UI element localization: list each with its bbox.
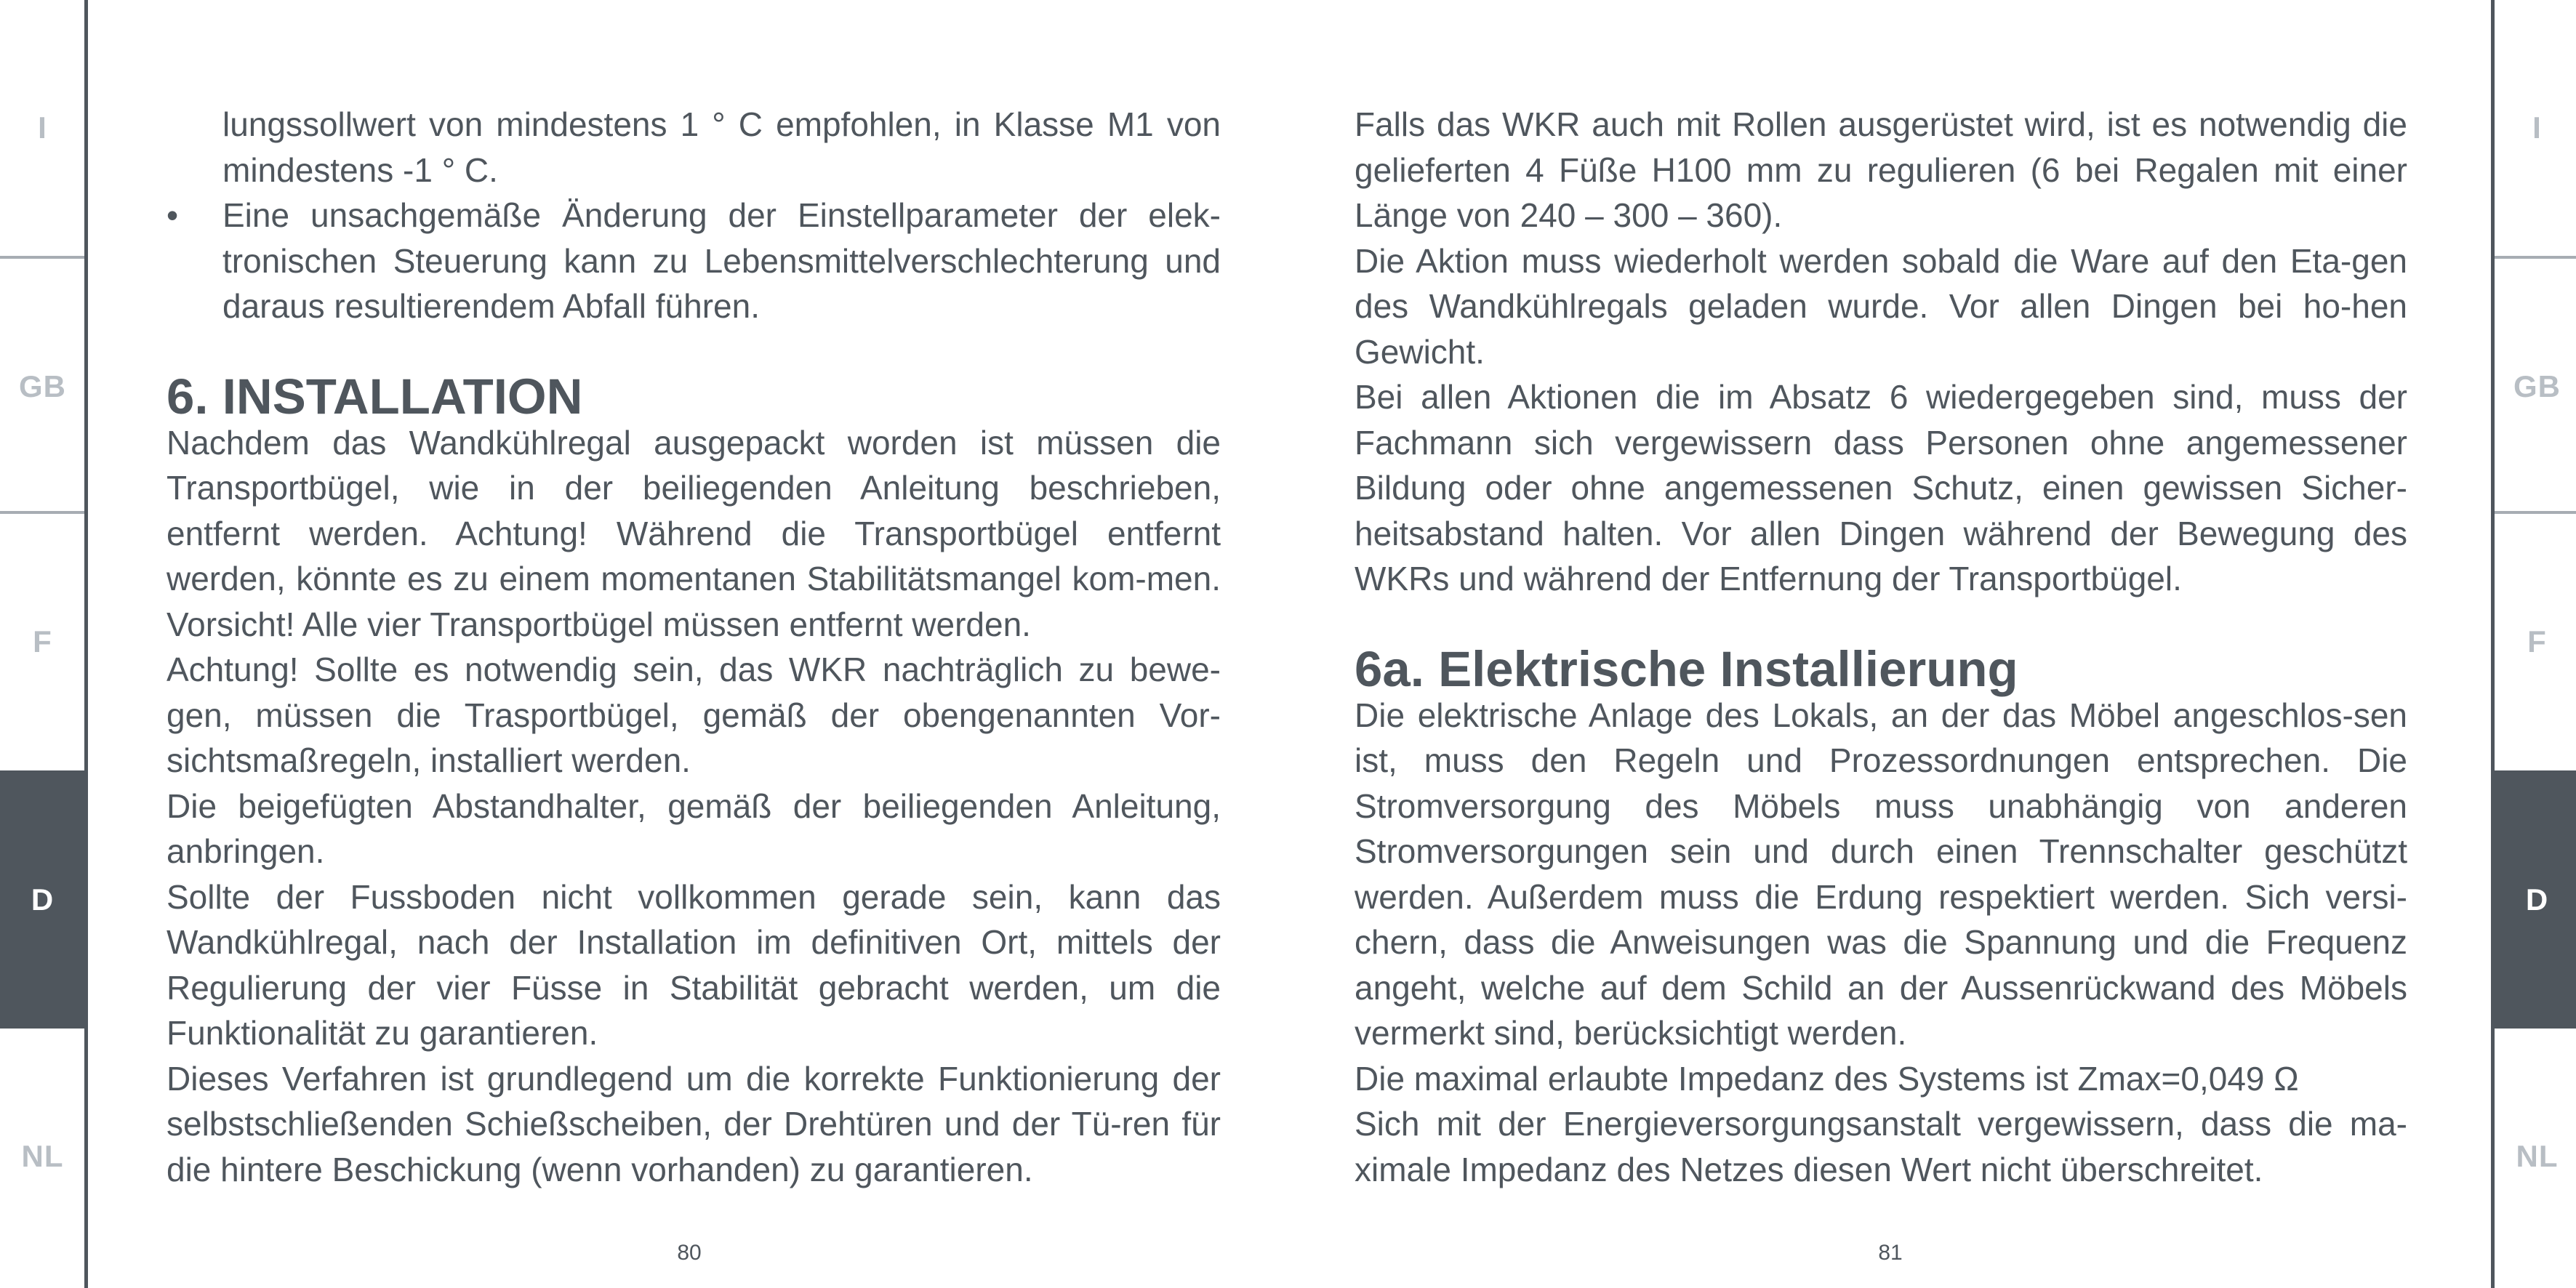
lang-tab-d-active[interactable] xyxy=(2495,770,2576,1029)
lang-tab-label: D xyxy=(31,882,55,917)
paragraph: Die beigefügten Abstandhalter, gemäß der beiliegenden Anleitung, anbringen. xyxy=(166,786,1221,870)
lang-tab-label: NL xyxy=(2516,1139,2559,1173)
lang-tab-f[interactable] xyxy=(0,514,85,770)
paragraph: Nachdem das Wandkühlregal ausgepackt worden ist müssen die Transportbügel, wie in der beiliegenden Anleitung beschrieben, entfernt werden. Achtung! Während die Transportbügel entfernt werden, könnte es zu einem momentanen Stabilitätsmangel kom-men. Vorsicht! Alle vier Transportbügel müssen entfernt werden. xyxy=(166,423,1221,643)
page-number-left: 80 xyxy=(677,1241,702,1265)
page-spine-line xyxy=(2491,0,2495,1288)
bullet-continuation: lungssollwert von mindestens 1 ° C empfohlen, in Klasse M1 von mindestens -1 ° C. xyxy=(222,105,1221,189)
lang-tab-i[interactable] xyxy=(0,0,85,256)
lang-tab-label: D xyxy=(2525,882,2549,917)
paragraph: Sollte der Fussboden nicht vollkommen gerade sein, kann das Wandkühlregal, nach der Installation im definitiven Ort, mittels der Regulierung der vier Füsse in Stabilität gebracht werden, um die Funktionalität zu garantieren. xyxy=(166,877,1221,1052)
lang-tab-label: GB xyxy=(19,369,66,403)
paragraph: Falls das WKR auch mit Rollen ausgerüstet wird, ist es notwendig die gelieferten 4 Füße H100 mm zu regulieren (6 bei Regalen mit einer Länge von 240 – 300 – 360). xyxy=(1355,105,2407,234)
paragraph: Bei allen Aktionen die im Absatz 6 wiedergegeben sind, muss der Fachmann sich vergewissern dass Personen ohne angemessener Bildung oder ohne angemessenen Schutz, einen gewissen Sicher-heitsabstand halten. Vor allen Dingen während der Bewegung des WKRs und während der Entfernung der Transportbügel. xyxy=(1355,378,2407,597)
lang-tab-d-active[interactable] xyxy=(0,770,85,1029)
paragraph: Sich mit der Energieversorgungsanstalt vergewissern, dass die ma-ximale Impedanz des Netzes diesen Wert nicht überschreitet. xyxy=(1355,1105,2407,1188)
lang-tab-label: I xyxy=(2532,110,2542,145)
bullet-text: Eine unsachgemäße Änderung der Einstellparameter der elek-tronischen Steuerung kann zu Lebensmittelverschlechterung und daraus resultierendem Abfall führen. xyxy=(222,196,1221,325)
lang-tab-label: I xyxy=(38,110,47,145)
lang-tab-gb[interactable] xyxy=(0,259,85,515)
bullet-item xyxy=(166,193,1221,329)
right-page-column xyxy=(1355,102,2407,1192)
lang-tab-nl[interactable] xyxy=(2495,1029,2576,1284)
lang-tab-gb[interactable] xyxy=(2495,259,2576,515)
paragraph: Dieses Verfahren ist grundlegend um die korrekte Funktionierung der selbstschließenden Schießscheiben, der Drehtüren und der Tü-ren für die hintere Beschickung (wenn vorhanden) zu garantieren. xyxy=(166,1059,1221,1188)
language-tabs-left xyxy=(0,0,86,1288)
section-heading-installation: 6. INSTALLATION xyxy=(166,369,583,424)
lang-tab-label: F xyxy=(2527,624,2547,659)
lang-tab-label: GB xyxy=(2513,369,2561,403)
section-heading-electrical: 6a. Elektrische Installierung xyxy=(1355,641,2018,697)
page-number-right: 81 xyxy=(1878,1241,1903,1265)
paragraph: Die Aktion muss wiederholt werden sobald die Ware auf den Eta-gen des Wandkühlregals geladen wurde. Vor allen Dingen bei ho-hen Gewicht. xyxy=(1355,241,2407,371)
left-page-column xyxy=(166,102,1221,1192)
bullet-icon: • xyxy=(166,196,179,234)
lang-tab-i[interactable] xyxy=(2495,0,2576,256)
language-tabs-right xyxy=(2491,0,2576,1288)
lang-tab-f[interactable] xyxy=(2495,514,2576,770)
paragraph: Achtung! Sollte es notwendig sein, das WKR nachträglich zu bewe-gen, müssen die Trasportbügel, gemäß der obengenannten Vor-sichtsmaßregeln, installiert werden. xyxy=(166,651,1221,779)
paragraph-impedance: Die maximal erlaubte Impedanz des Systems ist Zmax=0,049 Ω xyxy=(1355,1059,2299,1098)
lang-tab-label: F xyxy=(33,624,52,659)
lang-tab-label: NL xyxy=(21,1139,64,1173)
page-spine-line xyxy=(84,0,88,1288)
lang-tab-nl[interactable] xyxy=(0,1029,85,1284)
paragraph: Die elektrische Anlage des Lokals, an der das Möbel angeschlos-sen ist, muss den Regeln und Prozessordnungen entsprechen. Die Stromversorgung des Möbels muss unabhängig von anderen Stromversorgungen sein und durch einen Trennschalter geschützt werden. Außerdem muss die Erdung respektiert werden. Sich versi-chern, dass die Anweisungen was die Spannung und die Frequenz angeht, welche auf dem Schild an der Aussenrückwand des Möbels vermerkt sind, berücksichtigt werden. xyxy=(1355,696,2407,1052)
